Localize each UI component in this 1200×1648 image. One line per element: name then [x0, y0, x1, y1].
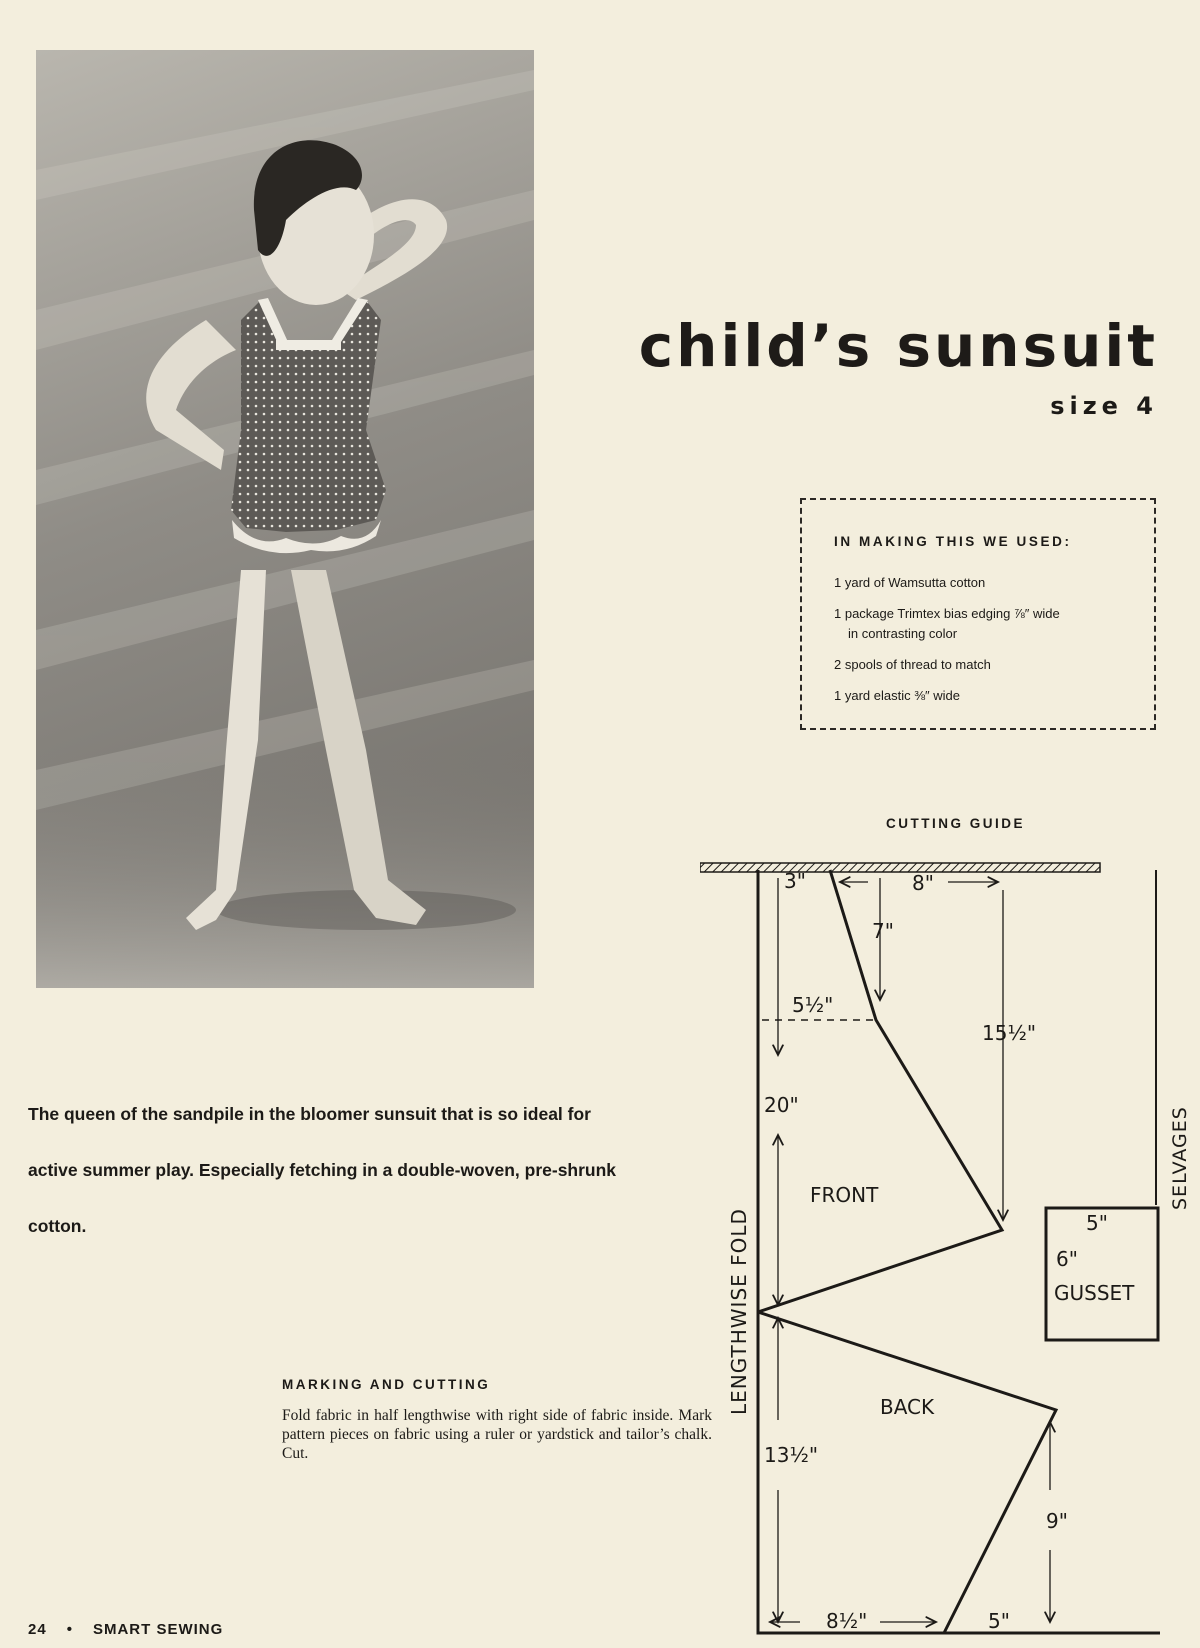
fold-label: LENGTHWISE FOLD: [727, 1208, 751, 1415]
footer-bullet: •: [66, 1621, 73, 1638]
marking-heading: MARKING AND CUTTING: [282, 1377, 491, 1392]
materials-heading: IN MAKING THIS WE USED:: [834, 534, 1072, 549]
back-label: BACK: [880, 1395, 935, 1419]
dim-top-width: 8": [912, 871, 934, 895]
cutting-guide-diagram: [700, 850, 1160, 1640]
dim-top-left: 3": [784, 869, 806, 893]
materials-item-text: 1 yard of Wamsutta cotton: [834, 575, 986, 590]
materials-item: [834, 573, 1134, 593]
page-number: 24: [28, 1621, 47, 1638]
intro-paragraph: The queen of the sandpile in the bloomer sunsuit that is so ideal for active summer play. Especially fetching in a double-woven, pre-shrunk cotton.: [28, 1104, 617, 1236]
fabric-outline: [758, 870, 1160, 1633]
size-label: size 4: [1050, 392, 1158, 420]
page-footer: [28, 1621, 223, 1638]
dim-bottom-right: 5": [988, 1609, 1010, 1633]
dim-shoulder: 5½": [792, 993, 834, 1017]
dim-fold-length: 20": [764, 1093, 799, 1117]
materials-box: [800, 498, 1156, 730]
cutting-guide-title: CUTTING GUIDE: [886, 816, 1025, 831]
materials-item-text: 2 spools of thread to match: [834, 657, 991, 672]
selvage-label: SELVAGES: [1169, 1106, 1191, 1210]
dim-back-length: 13½": [764, 1443, 819, 1467]
sunsuit-photo: [36, 50, 534, 988]
page-title: child’s sunsuit: [638, 312, 1158, 380]
selvage-hatch: [700, 863, 1100, 872]
materials-list: [834, 573, 1134, 706]
materials-item-text: 1 package Trimtex bias edging ⅞″ wide: [834, 606, 1060, 621]
dim-drop: 7": [872, 919, 894, 943]
materials-item: [834, 604, 1134, 644]
gusset-label: GUSSET: [1054, 1281, 1135, 1305]
publication-name: SMART SEWING: [92, 1621, 224, 1638]
materials-item-text: 1 yard elastic ⅜″ wide: [834, 688, 960, 703]
dim-gusset-width: 5": [1086, 1211, 1108, 1235]
marking-instructions: Fold fabric in half lengthwise with right side of fabric inside. Mark pattern pieces on fabric using a ruler or yardstick and tailor’s chalk. Cut.: [282, 1407, 712, 1462]
materials-item-subtext: in contrasting color: [848, 626, 958, 641]
dim-gusset-height: 6": [1056, 1247, 1078, 1271]
materials-item: [834, 686, 1134, 706]
selvage-label-wrap: [1160, 1080, 1196, 1240]
front-label: FRONT: [810, 1183, 879, 1207]
dim-front-depth: 15½": [982, 1021, 1037, 1045]
dim-back-side: 9": [1046, 1509, 1068, 1533]
back-piece-outline: [758, 1312, 1056, 1633]
dim-bottom-width: 8½": [826, 1609, 868, 1633]
materials-item: [834, 655, 1134, 675]
